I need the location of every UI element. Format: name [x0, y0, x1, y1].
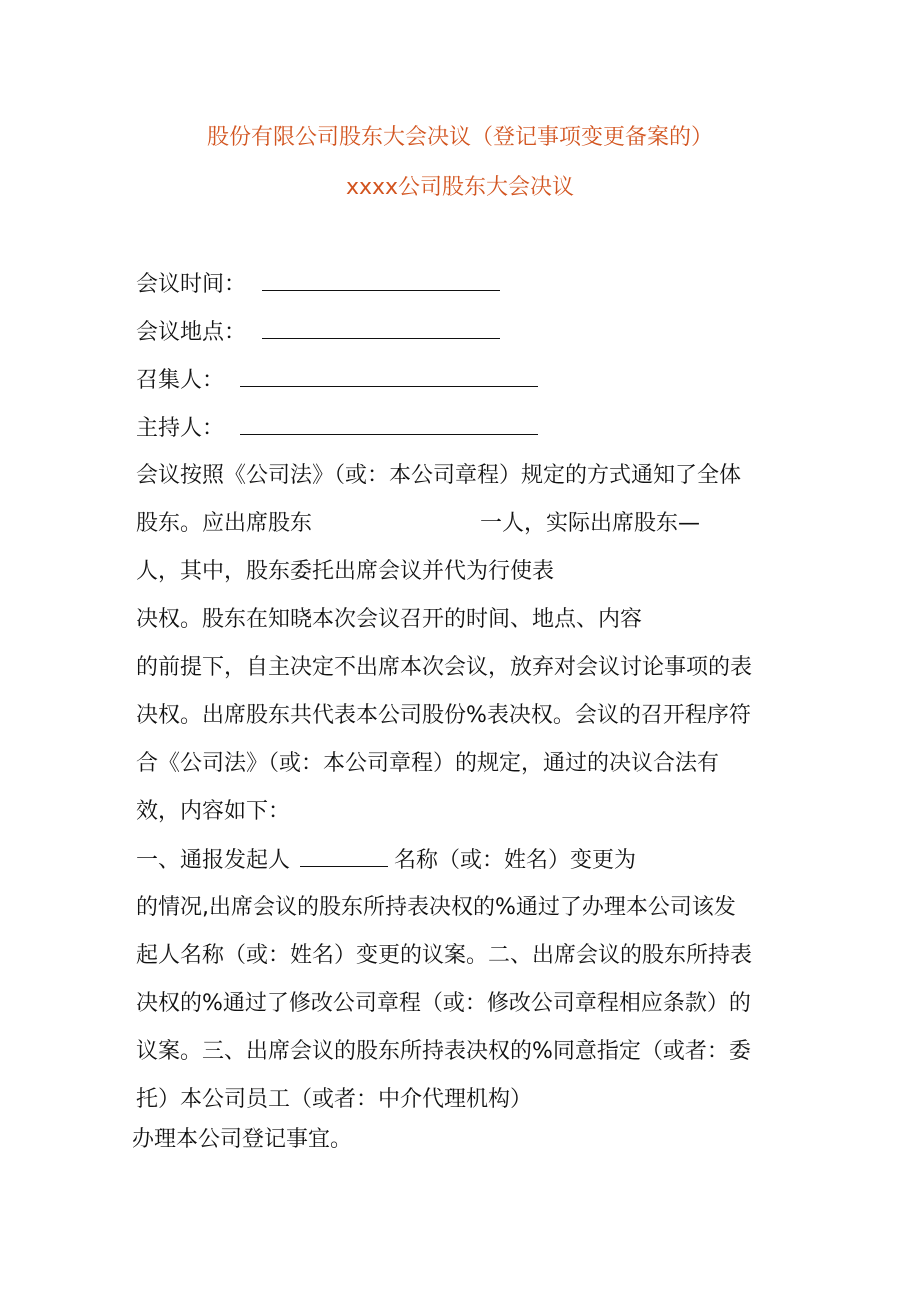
- body-line: 托）本公司员工（或者：中介代理机构）: [136, 1087, 533, 1112]
- body-text: 名称（或：姓名）变更为: [394, 848, 637, 873]
- field-host: [136, 412, 538, 445]
- body-line: 会议按照《公司法》（或：本公司章程）规定的方式通知了全体: [136, 463, 742, 488]
- field-label: 主持人：: [136, 416, 225, 441]
- body-line: 决权的%通过了修改公司章程（或：修改公司章程相应条款）的: [136, 991, 751, 1016]
- body-text: 一、通报发起人: [136, 848, 291, 873]
- body-line: 效，内容如下：: [136, 799, 291, 824]
- body-line: [136, 844, 636, 877]
- meeting-place-blank: [262, 316, 500, 339]
- field-convener: [136, 364, 538, 397]
- body-line: 起人名称（或：姓名）变更的议案。二、出席会议的股东所持表: [136, 943, 753, 968]
- body-line: 合《公司法》（或：本公司章程）的规定，通过的决议合法有: [136, 751, 720, 776]
- body-line: [136, 508, 700, 540]
- document-subtitle: xxxx公司股东大会决议: [345, 175, 575, 200]
- convener-blank: [240, 364, 538, 387]
- body-line: 决权。出席股东共代表本公司股份%表决权。会议的召开程序符: [136, 703, 751, 728]
- document-title: 股份有限公司股东大会决议（登记事项变更备案的）: [206, 125, 713, 150]
- field-label: 会议时间：: [136, 272, 247, 297]
- field-label: 会议地点：: [136, 320, 247, 345]
- body-line: 人，其中，股东委托出席会议并代为行使表: [136, 559, 555, 584]
- body-text: 股东。应出席股东: [136, 511, 313, 536]
- field-label: 召集人：: [136, 368, 225, 393]
- field-meeting-time: [136, 268, 500, 301]
- host-blank: [240, 412, 538, 435]
- body-line: 的情况,出席会议的股东所持表决权的%通过了办理本公司该发: [136, 895, 736, 920]
- meeting-time-blank: [262, 268, 500, 291]
- body-line: 的前提下，自主决定不出席本次会议，放弃对会议讨论事项的表: [136, 655, 753, 680]
- body-line: 议案。三、出席会议的股东所持表决权的%同意指定（或者：委: [136, 1039, 751, 1064]
- founder-blank: [300, 844, 388, 867]
- field-meeting-place: [136, 316, 500, 349]
- body-line: 决权。股东在知晓本次会议召开的时间、地点、内容: [136, 607, 643, 632]
- body-line: 办理本公司登记事宜。: [132, 1127, 353, 1152]
- body-text: 一人，实际出席股东—: [480, 511, 701, 536]
